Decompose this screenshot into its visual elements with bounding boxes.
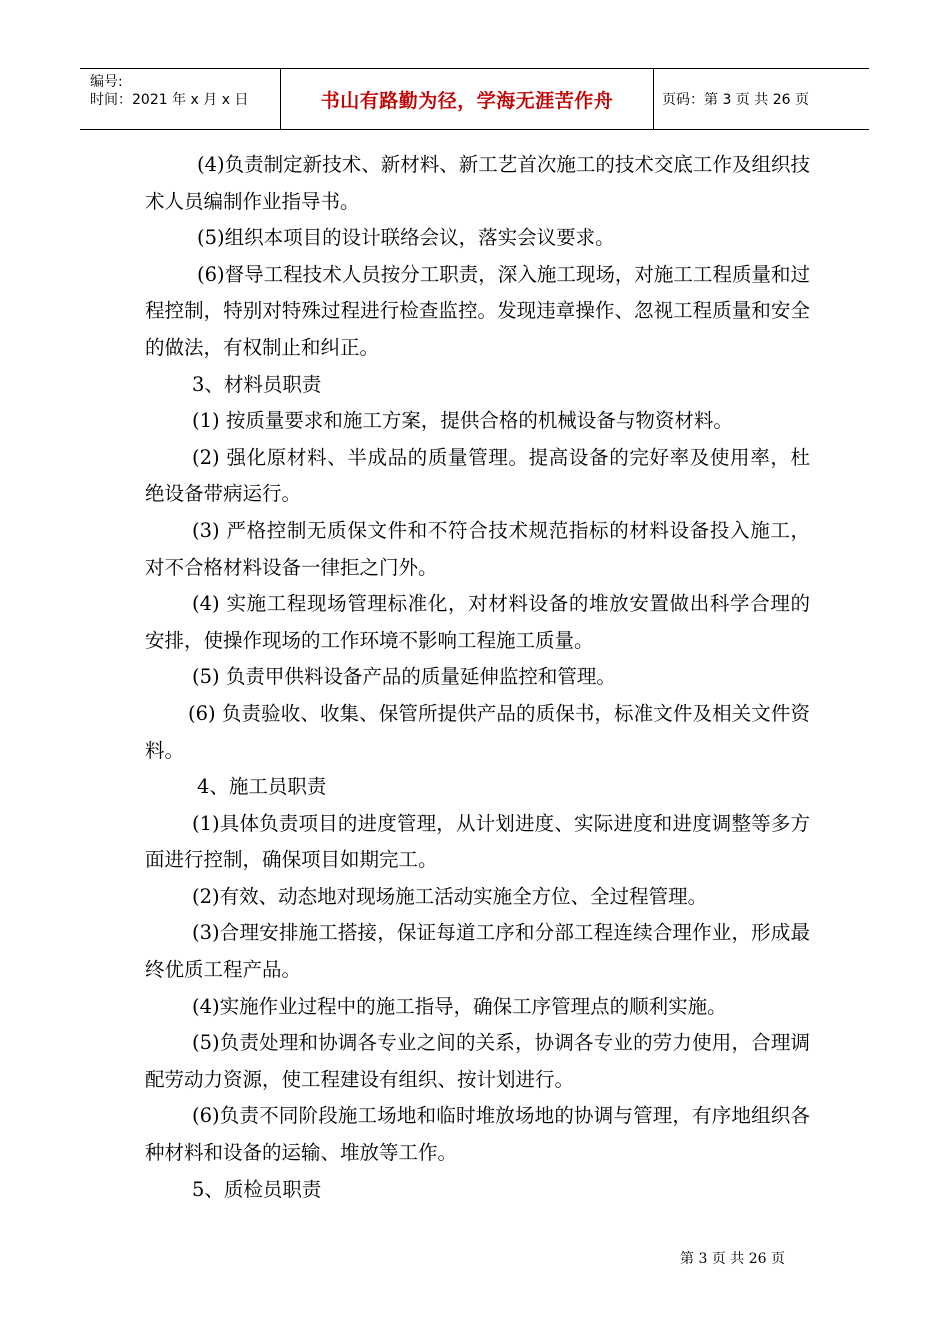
paragraph: (1) 按质量要求和施工方案，提供合格的机械设备与物资材料。 [192,409,733,433]
document-time-label: 时间：2021 年 x 月 x 日 [90,92,249,108]
paragraph: (5) 负责甲供料设备产品的质量延伸监控和管理。 [192,665,616,689]
header-meta-cell [80,69,281,129]
paragraph: (6) 负责验收、收集、保管所提供产品的质保书，标准文件及相关文件资料。 [145,701,810,762]
header-motto-cell [281,69,654,129]
page-header [80,68,869,130]
paragraph: (4) 实施工程现场管理标准化，对材料设备的堆放安置做出科学合理的安排，使操作现场的工作环境不影响工程施工质量。 [145,592,810,652]
header-page-cell [654,69,869,129]
paragraph: (5)负责处理和协调各专业之间的关系，协调各专业的劳力使用，合理调配劳动力资源，使工程建设有组织、按计划进行。 [145,1031,810,1091]
paragraph: (3)合理安排施工搭接，保证每道工序和分部工程连续合理作业，形成最终优质工程产品。 [145,921,810,982]
section-heading: 3、材料员职责 [192,372,322,396]
paragraph: (4)实施作业过程中的施工指导，确保工序管理点的顺利实施。 [192,994,727,1018]
section-heading: 4、施工员职责 [197,775,327,799]
section-heading: 5、质检员职责 [192,1177,322,1201]
header-page-code: 页码：第 3 页 共 26 页 [662,92,809,108]
page-footer: 第 3 页 共 26 页 [680,1251,785,1267]
paragraph: (6)负责不同阶段施工场地和临时堆放场地的协调与管理，有序地组织各种材料和设备的运输、堆放等工作。 [145,1104,810,1165]
document-body [145,147,810,1208]
paragraph: (4)负责制定新技术、新材料、新工艺首次施工的技术交底工作及组织技术人员编制作业指导书。 [145,153,810,213]
header-motto: 书山有路勤为径，学海无涯苦作舟 [320,89,614,112]
paragraph: (3) 严格控制无质保文件和不符合技术规范指标的材料设备投入施工，对不合格材料设备一律拒之门外。 [145,518,810,579]
paragraph: (2) 强化原材料、半成品的质量管理。提高设备的完好率及使用率，杜绝设备带病运行。 [145,445,810,506]
paragraph: (2)有效、动态地对现场施工活动实施全方位、全过程管理。 [192,884,708,908]
paragraph: (6)督导工程技术人员按分工职责，深入施工现场，对施工工程质量和过程控制，特别对特殊过程进行检查监控。发现违章操作、忽视工程质量和安全的做法，有权制止和纠正。 [145,262,810,359]
document-number-label: 编号: [90,74,123,90]
paragraph: (5)组织本项目的设计联络会议，落实会议要求。 [197,226,615,250]
paragraph: (1)具体负责项目的进度管理，从计划进度、实际进度和进度调整等多方面进行控制，确保项目如期完工。 [145,811,810,872]
